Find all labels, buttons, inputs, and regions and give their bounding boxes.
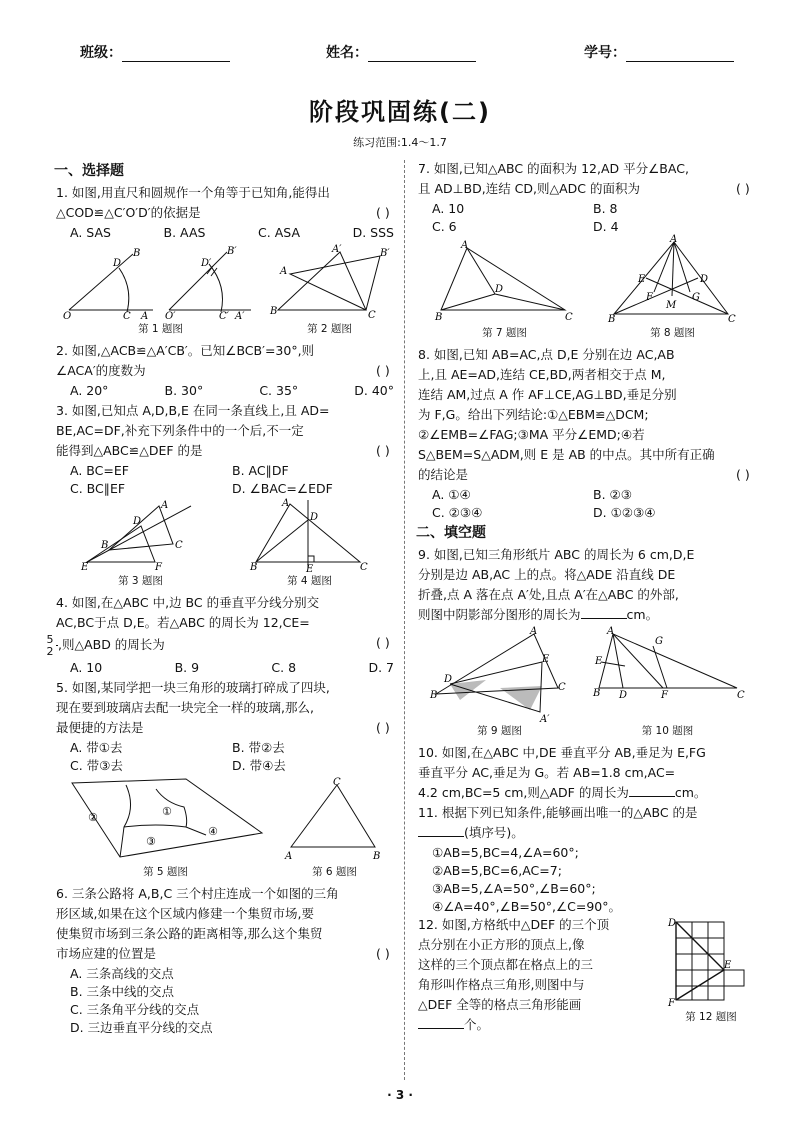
svg-text:C: C	[174, 540, 183, 551]
figure-3: E B D A C F 第 3 题图	[81, 500, 201, 590]
svg-text:A′: A′	[234, 311, 244, 322]
question-8: 8. 如图,已知 AB=AC,点 D,E 分别在边 AC,AB 上,且 AE=AD,连结 CE,BD,两者相交于点 M, 连结 AM,过点 A 作 AF⊥CE,AG⊥BD,垂足分别 为 F,G。给出下列结论:①△EBM≌△DCM; ②∠EMB=∠FAG;③MA 平分∠EMD;④若 S△BEM=S△ADM,则 E 是 AB 的中点。其中所有正确 的结论是 ( ) A. ①④ B. ②③ C. ②③④ D. ①②③④	[418, 347, 750, 520]
figure-5: ① ② ③ ④ 第 5 题图	[66, 777, 266, 881]
question-7: 7. 如图,已知△ABC 的面积为 12,AD 平分∠BAC, 且 AD⊥BD,连结 CD,则△ADC 的面积为 ( ) A. 10 B. 8 C. 6 D. 4	[418, 161, 750, 234]
question-6: 6. 三条公路将 A,B,C 三个村庄连成一个如图的三角 形区域,如果在这个区域内修建一个集贸市场,要 使集贸市场到三条公路的距离相等,那么这个集贸 市场应建的位置是 ( ) A. 三条高线的交点 B. 三条中线的交点 C. 三条角平分线的交点 D. 三边垂直平分线的交点	[56, 886, 390, 1035]
left-column	[46, 160, 394, 1037]
id-blank[interactable]	[626, 47, 734, 62]
name-blank[interactable]	[368, 47, 476, 62]
svg-text:C: C	[564, 312, 573, 323]
svg-text:①: ①	[161, 805, 172, 818]
option-c: C. ASA	[258, 225, 300, 240]
section-choice: 一、选择题	[54, 163, 124, 179]
svg-text:B: B	[249, 562, 257, 573]
figure-12: D E F 第 12 题图	[668, 916, 754, 1026]
svg-text:C: C	[367, 310, 376, 321]
svg-text:E: E	[541, 654, 549, 665]
svg-text:A′: A′	[331, 244, 341, 255]
figure-1: O C A D B O′ C′ A′ D′ B′ 第 1 题图	[62, 246, 244, 335]
figure-2: B A′ A B′ C 第 2 题图	[269, 244, 390, 335]
svg-text:O: O	[62, 311, 71, 322]
svg-text:A: A	[529, 626, 537, 637]
question-3: 3. 如图,已知点 A,D,B,E 在同一条直线上,且 AD= BE,AC=DF,补充下列条件中的一个后,不一定 能得到△ABC≌△DEF 的是 ( ) A. BC=EF B. AC∥DF C. BC∥EF D. ∠BAC=∠EDF	[56, 403, 390, 496]
svg-text:O′: O′	[164, 311, 175, 322]
figure-9: B D A E C A′ 第 9 题图	[429, 626, 566, 737]
svg-text:D: D	[618, 690, 627, 701]
right-column	[418, 160, 754, 1036]
svg-text:B′: B′	[379, 248, 390, 259]
page-title: 阶段巩固练(二)	[309, 98, 491, 126]
svg-text:F: F	[660, 690, 668, 701]
svg-text:M: M	[665, 300, 676, 311]
svg-text:A: A	[279, 266, 287, 277]
fraction: $\frac{5}{2}$	[56, 634, 58, 657]
figure-6: A C B 第 6 题图	[284, 777, 380, 878]
svg-text:③: ③	[145, 835, 156, 848]
svg-text:E: E	[305, 564, 313, 575]
class-blank[interactable]	[122, 47, 230, 62]
question-11: 11. 根据下列已知条件,能够画出唯一的△ABC 的是 (填序号)。 ①AB=5,BC=4,∠A=60°; ②AB=5,BC=6,AC=7; ③AB=5,∠A=50°,∠B=60°; ④∠A=40°,∠B=50°,∠C=90°。	[418, 805, 698, 914]
svg-text:F: F	[668, 998, 675, 1009]
svg-text:D: D	[668, 918, 677, 929]
option-b: B. AAS	[163, 225, 206, 240]
svg-text:D: D	[112, 258, 121, 269]
figure-7: B A D C 第 7 题图	[434, 240, 573, 339]
svg-text:D: D	[443, 674, 452, 685]
question-9: 9. 如图,已知三角形纸片 ABC 的周长为 6 cm,D,E 分别是边 AB,AC 上的点。将△ADE 沿直线 DE 折叠,点 A 落在点 A′处,且点 A′在△ABC 的外部, 则图中阴影部分图形的周长为 cm。	[418, 547, 695, 622]
svg-text:F: F	[645, 292, 653, 303]
svg-text:E: E	[637, 274, 645, 285]
svg-text:D: D	[699, 274, 708, 285]
svg-text:E: E	[724, 960, 732, 971]
svg-text:A: A	[606, 626, 614, 637]
svg-text:G: G	[691, 292, 700, 303]
question-1: 1. 如图,用直尺和圆规作一个角等于已知角,能得出 △COD≌△C′O′D′的依据是 ( ) A. SAS B. AAS C. ASA D. SSS	[56, 185, 394, 240]
question-12: 12. 如图,方格纸中△DEF 的三个顶 点分别在小正方形的顶点上,像 这样的三个顶点都在格点上的三 角形叫作格点三角形,则图中与 △DEF 全等的格点三角形能画 个。 D E F 第 12 题图	[418, 916, 754, 1034]
svg-text:B: B	[132, 248, 140, 259]
svg-text:B: B	[100, 540, 108, 551]
svg-text:C: C	[736, 690, 745, 701]
svg-text:B: B	[592, 688, 600, 699]
svg-text:C: C	[122, 311, 131, 322]
svg-text:B: B	[434, 312, 442, 323]
svg-text:A: A	[160, 500, 168, 511]
svg-text:D: D	[309, 512, 318, 523]
svg-text:F: F	[154, 562, 162, 573]
option-d: D. SSS	[352, 225, 394, 240]
svg-text:C: C	[727, 314, 736, 325]
svg-text:A: A	[284, 851, 292, 862]
figure-8: B A C E D F G M 第 8 题图	[607, 234, 736, 339]
svg-text:D′: D′	[200, 258, 211, 269]
svg-text:A: A	[281, 498, 289, 509]
svg-text:A′: A′	[539, 714, 549, 725]
question-5: 5. 如图,某同学把一块三角形的玻璃打碎成了四块, 现在要到玻璃店去配一块完全一样的玻璃,那么, 最便捷的方法是 ( ) A. 带①去 B. 带②去 C. 带③去 D. 带④去	[56, 680, 390, 773]
svg-text:D: D	[132, 516, 141, 527]
svg-text:②: ②	[87, 811, 98, 824]
page-number: · 3 ·	[387, 1088, 413, 1102]
svg-text:C: C	[332, 777, 341, 788]
figure-10: B A E G D F C 第 10 题图	[592, 626, 745, 737]
svg-text:G: G	[654, 636, 663, 647]
svg-text:E: E	[594, 656, 602, 667]
answer-blank[interactable]	[629, 784, 675, 797]
column-divider	[404, 160, 405, 1080]
answer-blank[interactable]	[418, 1016, 464, 1029]
svg-text:B: B	[269, 306, 277, 317]
figure-4: B A D E C 第 4 题图	[249, 498, 368, 587]
svg-text:D: D	[494, 284, 503, 295]
svg-text:A: A	[140, 311, 148, 322]
svg-text:B: B	[607, 314, 615, 325]
svg-text:A: A	[460, 240, 468, 251]
svg-text:A: A	[669, 234, 677, 245]
svg-text:C′: C′	[218, 311, 229, 322]
question-10: 10. 如图,在△ABC 中,DE 垂直平分 AB,垂足为 E,FG 垂直平分 AC,垂足为 G。若 AB=1.8 cm,AC= 4.2 cm,BC=5 cm,则△ADF 的周长为 cm。	[418, 745, 707, 800]
question-4: 4. 如图,在△ABC 中,边 BC 的垂直平分线分别交 AC,BC于点 D,E。若△ABC 的周长为 12,CE= $\frac{5}{2}$ ,则△ABD 的周长为 ( ) A. 10 B. 9 C. 8 D. 7	[46, 595, 394, 675]
question-2: 2. 如图,△ACB≌△A′CB′。已知∠BCB′=30°,则 ∠ACA′的度数为 ( ) A. 20° B. 30° C. 35° D. 40°	[56, 343, 394, 398]
student-id-field: 学号：	[584, 42, 734, 62]
option-a: A. SAS	[70, 225, 111, 240]
answer-blank[interactable]	[418, 824, 464, 837]
svg-text:B: B	[372, 851, 380, 862]
section-fill: 二、填空题	[416, 525, 486, 541]
svg-text:C: C	[359, 562, 368, 573]
class-field: 班级：	[80, 42, 230, 62]
svg-text:C: C	[557, 682, 566, 693]
answer-blank[interactable]	[581, 606, 627, 619]
svg-text:B: B	[429, 690, 437, 701]
svg-text:E: E	[80, 562, 88, 573]
svg-text:B′: B′	[226, 246, 237, 257]
svg-text:④: ④	[207, 825, 218, 838]
name-field: 姓名：	[326, 42, 476, 62]
practice-range: 练习范围:1.4～1.7	[353, 136, 447, 149]
